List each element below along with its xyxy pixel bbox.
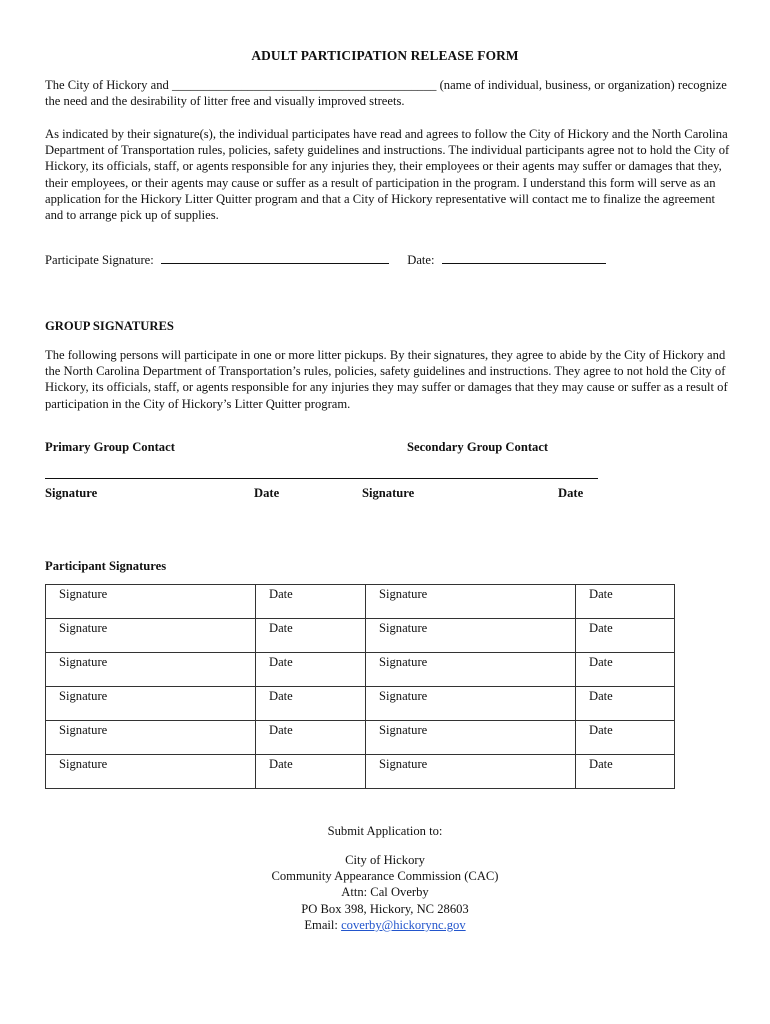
signature-cell[interactable]: Signature [46,755,256,789]
date-cell[interactable]: Date [576,653,675,687]
participant-signature-field[interactable] [161,252,389,264]
secondary-signature-label: Signature [362,486,415,500]
secondary-contact-label: Secondary Group Contact [407,440,549,454]
participant-date-label: Date: [407,253,435,267]
participant-row [46,585,675,619]
participant-row [46,721,675,755]
primary-date-label: Date [254,486,280,500]
signature-cell[interactable]: Signature [366,687,576,721]
signature-cell[interactable]: Signature [366,721,576,755]
intro-suffix: (name of individual, business, or organization) recognize the need and the desirability of litter free and visually improved streets. [45,78,727,109]
group-paragraph: The following persons will participate in one or more litter pickups. By their signatures, they agree to abide by the City of Hickory and the North Carolina Department of Transportation’s rules, policies, safety guidelines and instructions. They agree to not hold the City of Hickory, its officials, staff, or agents responsible for any injuries they may suffer or damages that they may cause or suffer as a result of participation in the City of Hickory’s Litter Quitter program. [45,348,728,411]
secondary-date-label: Date [558,486,584,500]
participant-signature-label: Participate Signature: [45,253,154,267]
date-cell[interactable]: Date [256,755,366,789]
participant-row [46,755,675,789]
date-cell[interactable]: Date [256,619,366,653]
signature-cell[interactable]: Signature [46,653,256,687]
participant-row [46,653,675,687]
signature-cell[interactable]: Signature [366,755,576,789]
signature-cell[interactable]: Signature [46,721,256,755]
address-commission: Community Appearance Commission (CAC) [271,869,499,884]
signature-cell[interactable]: Signature [366,653,576,687]
primary-signature-label: Signature [45,486,98,500]
date-cell[interactable]: Date [256,585,366,619]
submit-label: Submit Application to: [327,824,443,838]
address-attn: Attn: Cal Overby [341,885,429,900]
participant-signature-row [45,252,606,268]
date-cell[interactable]: Date [576,721,675,755]
date-cell[interactable]: Date [576,755,675,789]
email-label: Email: [304,917,338,932]
address-email-row [0,917,770,933]
signature-cell[interactable]: Signature [366,619,576,653]
participant-row [46,619,675,653]
signature-cell[interactable]: Signature [366,585,576,619]
participant-date-field[interactable] [442,252,606,264]
participant-signatures-heading: Participant Signatures [45,559,167,573]
intro-paragraph [45,77,730,109]
date-cell[interactable]: Date [256,687,366,721]
date-cell[interactable]: Date [576,687,675,721]
participant-row [46,687,675,721]
agreement-paragraph: As indicated by their signature(s), the individual participates have read and agrees to follow the City of Hickory and the North Carolina Department of Transportation rules, policies, safety guidelines and instructions. The individual participants agree not to hold the City of Hickory, its officials, staff, or agents responsible for any injuries they, their employees or their agents may suffer or damages that they, their employees, or their agents may cause or suffer as a result of participation in the program. I understand this form will serve as an application for the Hickory Litter Quitter program and that a City of Hickory representative will contact me to finalize the agreement and to arrange pick up of supplies. [45,127,730,223]
signature-cell[interactable]: Signature [46,585,256,619]
intro-name-blank[interactable]: __________________________________________ [171,78,437,92]
email-link[interactable]: coverby@hickorync.gov [341,917,466,932]
date-cell[interactable]: Date [576,619,675,653]
address-org: City of Hickory [345,853,425,867]
group-signatures-heading: GROUP SIGNATURES [45,319,174,333]
date-cell[interactable]: Date [256,653,366,687]
address-street: PO Box 398, Hickory, NC 28603 [301,901,469,916]
primary-contact-label: Primary Group Contact [45,440,175,454]
signature-cell[interactable]: Signature [46,619,256,653]
date-cell[interactable]: Date [576,585,675,619]
mailing-address [0,852,770,933]
form-title: ADULT PARTICIPATION RELEASE FORM [251,48,519,63]
intro-prefix: The City of Hickory and [45,78,169,92]
group-signature-line[interactable] [45,478,598,479]
participant-signatures-table [45,584,675,789]
signature-cell[interactable]: Signature [46,687,256,721]
date-cell[interactable]: Date [256,721,366,755]
